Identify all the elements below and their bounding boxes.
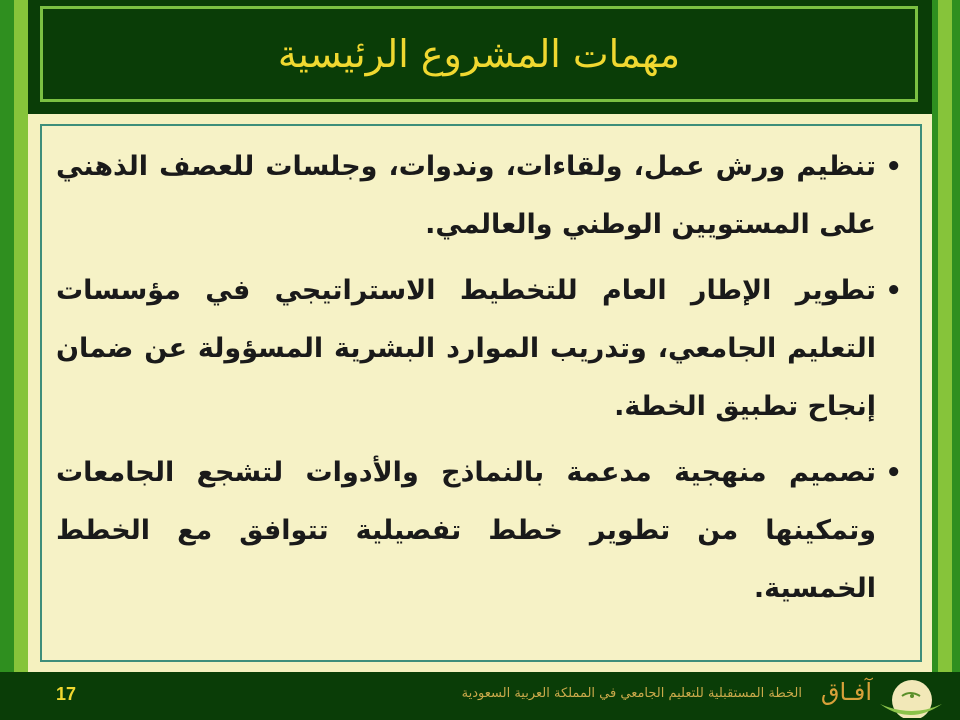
crescent-emblem-icon: [872, 674, 948, 718]
logo-tagline: الخطة المستقبلية للتعليم الجامعي في المملكة العربية السعودية: [461, 686, 802, 701]
bullet-list: [56, 138, 906, 626]
title-frame: [40, 6, 918, 102]
content-panel: [40, 124, 922, 662]
bullet-text: تنظيم ورش عمل، ولقاءات، وندوات، وجلسات للعصف الذهني على المستويين الوطني والعالمي.: [56, 151, 876, 240]
footer-logo: [432, 674, 952, 718]
bullet-icon: •: [885, 276, 902, 306]
bullet-item: [56, 262, 906, 436]
bullet-text: تطوير الإطار العام للتخطيط الاستراتيجي في مؤسسات التعليم الجامعي، وتدريب الموارد البشرية المسؤولة عن ضمان إنجاح تطبيق الخطة.: [56, 275, 876, 422]
bullet-item: [56, 138, 906, 254]
slide-title: مهمات المشروع الرئيسية: [277, 32, 681, 76]
bullet-text: تصميم منهجية مدعمة بالنماذج والأدوات لتشجع الجامعات وتمكينها من تطوير خطط تفصيلية تتوافق مع الخطط الخمسية.: [56, 457, 876, 604]
slide: [28, 0, 932, 720]
slide-number: 17: [56, 684, 77, 704]
logo-wordmark: آفـاق: [820, 678, 872, 706]
bullet-item: [56, 444, 906, 618]
title-band: [28, 0, 932, 114]
bullet-icon: •: [885, 152, 902, 182]
bullet-icon: •: [885, 458, 902, 488]
footer-bar: [0, 672, 960, 720]
